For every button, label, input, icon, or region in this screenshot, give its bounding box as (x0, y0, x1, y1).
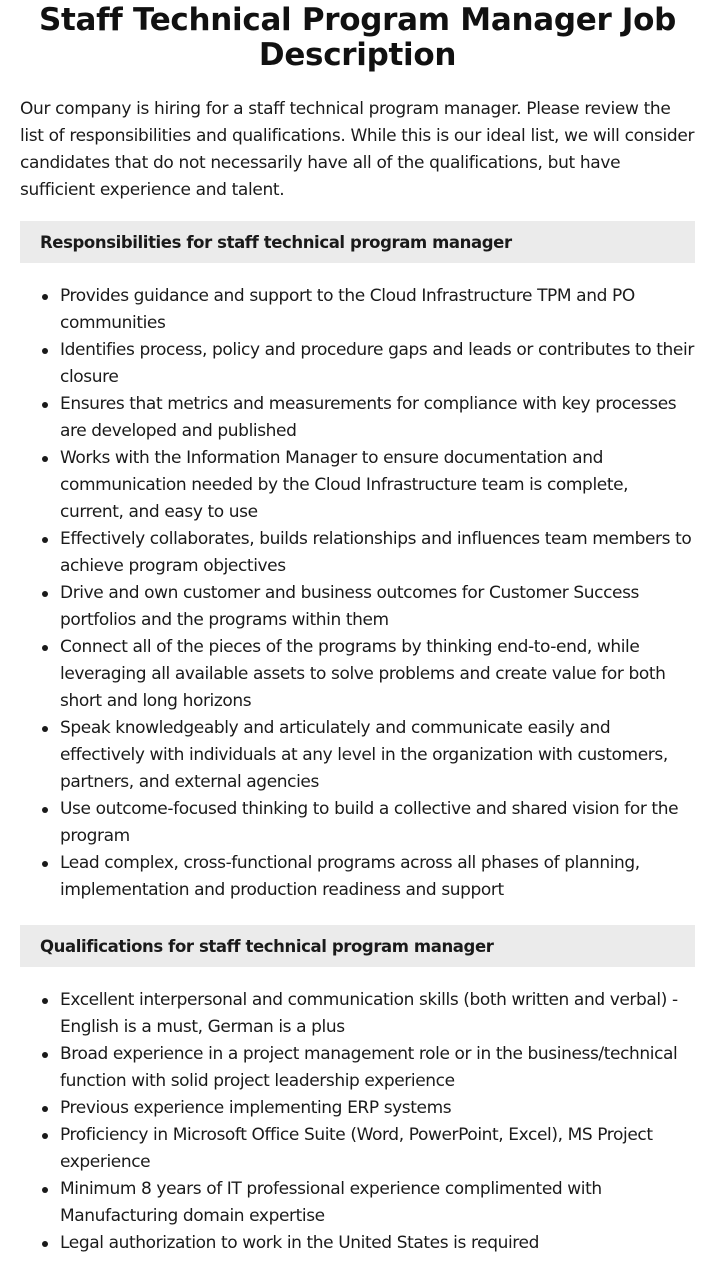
bullet-icon (42, 807, 48, 813)
responsibility-item (60, 796, 695, 850)
responsibility-text: Speak knowledgeably and articulately and communicate easily and effectively with individuals at any level in the organization with customers, partners, and external agencies (60, 718, 668, 792)
responsibility-item (60, 337, 695, 391)
qualifications-heading (20, 925, 695, 967)
bullet-icon (42, 998, 48, 1004)
responsibility-item (60, 526, 695, 580)
bullet-icon (42, 591, 48, 597)
intro-paragraph: Our company is hiring for a staff technical program manager. Please review the list of responsibilities and qualifications. While this is our ideal list, we will consider candidates that do not necessarily have all of the qualifications, but have sufficient experience and talent. (20, 99, 695, 200)
bullet-icon (42, 348, 48, 354)
responsibility-item (60, 445, 695, 526)
bullet-icon (42, 1133, 48, 1139)
bullet-icon (42, 1187, 48, 1193)
responsibility-text: Connect all of the pieces of the programs by thinking end-to-end, while leveraging all available assets to solve problems and create value for both short and long horizons (60, 637, 666, 711)
responsibility-item (60, 850, 695, 904)
bullet-icon (42, 861, 48, 867)
responsibility-text: Identifies process, policy and procedure gaps and leads or contributes to their closure (60, 340, 694, 387)
responsibility-item (60, 634, 695, 715)
responsibility-text: Drive and own customer and business outcomes for Customer Success portfolios and the programs within them (60, 583, 639, 630)
qualification-text: Legal authorization to work in the United States is required (60, 1233, 539, 1253)
bullet-icon (42, 402, 48, 408)
responsibility-item (60, 391, 695, 445)
responsibilities-heading (20, 221, 695, 263)
responsibility-item (60, 715, 695, 796)
bullet-icon (42, 537, 48, 543)
responsibility-text: Provides guidance and support to the Cloud Infrastructure TPM and PO communities (60, 286, 635, 333)
bullet-icon (42, 1241, 48, 1247)
bullet-icon (42, 726, 48, 732)
responsibility-text: Effectively collaborates, builds relationships and influences team members to achieve program objectives (60, 529, 692, 576)
qualification-text: Proficiency in Microsoft Office Suite (Word, PowerPoint, Excel), MS Project experience (60, 1125, 653, 1172)
responsibility-text: Lead complex, cross-functional programs across all phases of planning, implementation and production readiness and support (60, 853, 640, 900)
qualification-item (60, 1230, 695, 1257)
bullet-icon (42, 645, 48, 651)
qualification-text: Previous experience implementing ERP systems (60, 1098, 452, 1118)
qualification-text: Broad experience in a project management role or in the business/technical function with solid project leadership experience (60, 1044, 678, 1091)
responsibility-text: Use outcome-focused thinking to build a collective and shared vision for the program (60, 799, 679, 846)
bullet-icon (42, 1106, 48, 1112)
qualification-text: Excellent interpersonal and communication skills (both written and verbal) - English is a must, German is a plus (60, 990, 678, 1037)
responsibility-item (60, 283, 695, 337)
qualifications-list (20, 987, 695, 1257)
qualification-item (60, 1041, 695, 1095)
page-title: Staff Technical Program Manager Job Description (38, 2, 677, 73)
responsibilities-heading-text: Responsibilities for staff technical program manager (40, 232, 512, 252)
bullet-icon (42, 456, 48, 462)
qualification-text: Minimum 8 years of IT professional experience complimented with Manufacturing domain expertise (60, 1179, 602, 1226)
qualifications-heading-text: Qualifications for staff technical program manager (40, 936, 494, 956)
qualification-item (60, 1095, 695, 1122)
qualification-item (60, 1176, 695, 1230)
qualification-item (60, 1122, 695, 1176)
responsibility-text: Works with the Information Manager to ensure documentation and communication needed by the Cloud Infrastructure team is complete, current, and easy to use (60, 448, 629, 522)
responsibilities-list (20, 283, 695, 904)
bullet-icon (42, 294, 48, 300)
responsibility-item (60, 580, 695, 634)
responsibility-text: Ensures that metrics and measurements for compliance with key processes are developed and published (60, 394, 677, 441)
bullet-icon (42, 1052, 48, 1058)
qualification-item (60, 987, 695, 1041)
